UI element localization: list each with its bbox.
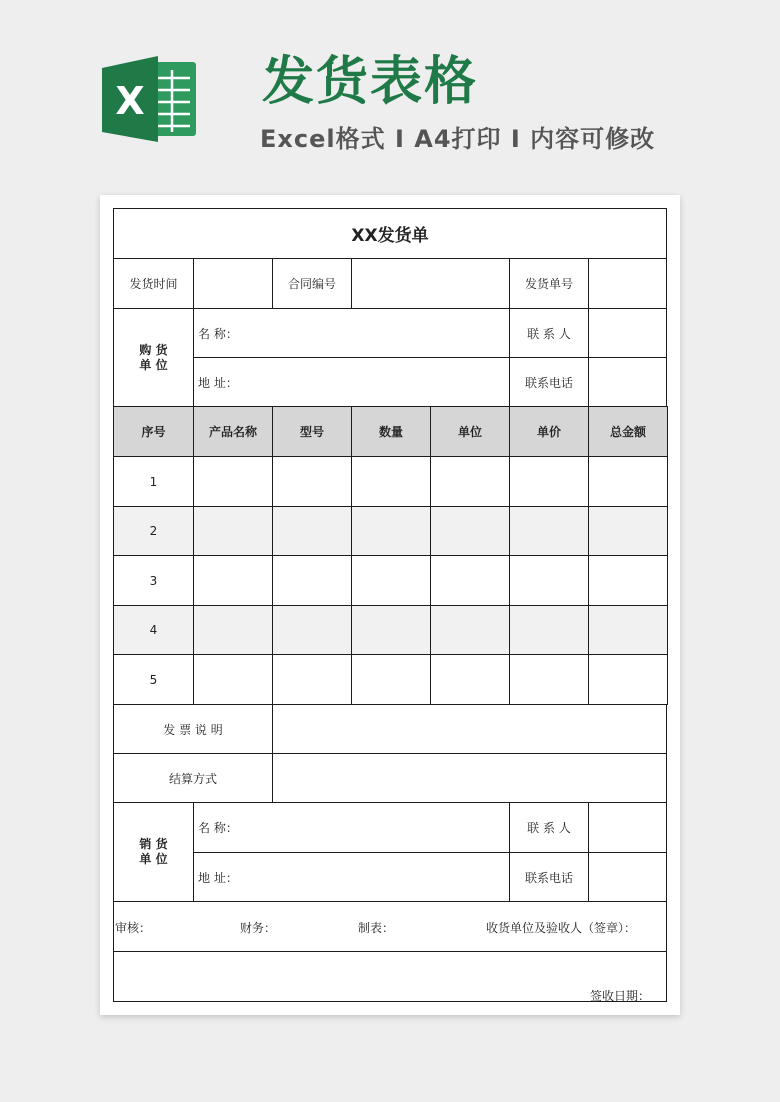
- invoice-label: 发 票 说 明: [113, 704, 273, 754]
- table-cell[interactable]: [193, 506, 273, 557]
- excel-logo-letter: X: [115, 79, 145, 123]
- ship-time-value[interactable]: [193, 258, 273, 309]
- row-number: 3: [113, 555, 194, 606]
- buyer-contact-label: 联 系 人: [509, 308, 589, 358]
- buyer-address-label: 地 址：: [198, 375, 238, 390]
- row-number: 1: [113, 456, 194, 507]
- invoice-value[interactable]: [272, 704, 667, 754]
- table-cell[interactable]: [509, 456, 589, 507]
- table-cell[interactable]: [272, 506, 352, 557]
- sign-date-label: 签收日期：: [590, 989, 651, 1003]
- seller-phone-label: 联系电话: [509, 852, 589, 902]
- table-cell[interactable]: [588, 456, 668, 507]
- maker-label: 制表：: [358, 921, 395, 935]
- contract-no-value[interactable]: [351, 258, 510, 309]
- column-header: 单位: [430, 406, 510, 457]
- seller-contact-label: 联 系 人: [509, 802, 589, 853]
- table-cell[interactable]: [588, 506, 668, 557]
- buyer-address-field[interactable]: [193, 357, 510, 407]
- row-number: 4: [113, 605, 194, 656]
- row-number: 5: [113, 654, 194, 705]
- buyer-name-field[interactable]: [193, 308, 510, 358]
- column-header: 总金额: [588, 406, 668, 457]
- buyer-group-label: [113, 308, 194, 407]
- table-cell[interactable]: [351, 506, 431, 557]
- table-cell[interactable]: [430, 654, 510, 705]
- table-cell[interactable]: [193, 654, 273, 705]
- table-cell[interactable]: [351, 456, 431, 507]
- page-title: 发货表格: [262, 52, 479, 112]
- ship-time-label: 发货时间: [113, 258, 194, 309]
- banner: [0, 0, 780, 190]
- settlement-value[interactable]: [272, 753, 667, 803]
- sign-date-row[interactable]: [113, 951, 667, 1002]
- table-cell[interactable]: [351, 555, 431, 606]
- seller-group-line1: 销 货: [139, 837, 168, 851]
- buyer-phone-label: 联系电话: [509, 357, 589, 407]
- receiver-sign-label: 收货单位及验收人（签章）：: [486, 921, 637, 935]
- seller-address-field[interactable]: [193, 852, 510, 902]
- table-cell[interactable]: [509, 555, 589, 606]
- page-subtitle: Excel格式 I A4打印 I 内容可修改: [260, 125, 656, 153]
- settlement-label: 结算方式: [113, 753, 273, 803]
- table-cell[interactable]: [351, 654, 431, 705]
- column-header: 序号: [113, 406, 194, 457]
- buyer-contact-value[interactable]: [588, 308, 667, 358]
- table-cell[interactable]: [193, 555, 273, 606]
- seller-name-field[interactable]: [193, 802, 510, 853]
- seller-address-label: 地 址：: [198, 870, 238, 885]
- seller-phone-value[interactable]: [588, 852, 667, 902]
- excel-icon: [100, 54, 200, 144]
- form-title: XX发货单: [113, 208, 667, 259]
- ship-no-value[interactable]: [588, 258, 667, 309]
- column-header: 单价: [509, 406, 589, 457]
- buyer-group-line1: 购 货: [139, 342, 168, 357]
- seller-group-label: [113, 802, 194, 902]
- table-cell[interactable]: [351, 605, 431, 656]
- table-cell[interactable]: [272, 654, 352, 705]
- table-cell[interactable]: [509, 654, 589, 705]
- table-cell[interactable]: [588, 654, 668, 705]
- row-number: 2: [113, 506, 194, 557]
- table-cell[interactable]: [430, 555, 510, 606]
- seller-contact-value[interactable]: [588, 802, 667, 853]
- finance-label: 财务：: [240, 921, 277, 935]
- table-cell[interactable]: [193, 605, 273, 656]
- seller-name-label: 名 称：: [198, 821, 238, 835]
- buyer-name-label: 名 称：: [198, 326, 238, 341]
- column-header: 数量: [351, 406, 431, 457]
- column-header: 产品名称: [193, 406, 273, 457]
- table-cell[interactable]: [430, 456, 510, 507]
- ship-no-label: 发货单号: [509, 258, 589, 309]
- table-cell[interactable]: [272, 555, 352, 606]
- table-cell[interactable]: [272, 456, 352, 507]
- table-cell[interactable]: [430, 506, 510, 557]
- table-cell[interactable]: [588, 605, 668, 656]
- column-header: 型号: [272, 406, 352, 457]
- table-cell[interactable]: [509, 506, 589, 557]
- table-cell[interactable]: [193, 456, 273, 507]
- table-cell[interactable]: [509, 605, 589, 656]
- document-sheet: [100, 195, 680, 1015]
- contract-no-label: 合同编号: [272, 258, 352, 309]
- buyer-group-line2: 单 位: [139, 357, 168, 372]
- table-cell[interactable]: [430, 605, 510, 656]
- table-cell[interactable]: [272, 605, 352, 656]
- seller-group-line2: 单 位: [139, 852, 168, 866]
- buyer-phone-value[interactable]: [588, 357, 667, 407]
- review-label: 审核：: [115, 921, 152, 935]
- table-cell[interactable]: [588, 555, 668, 606]
